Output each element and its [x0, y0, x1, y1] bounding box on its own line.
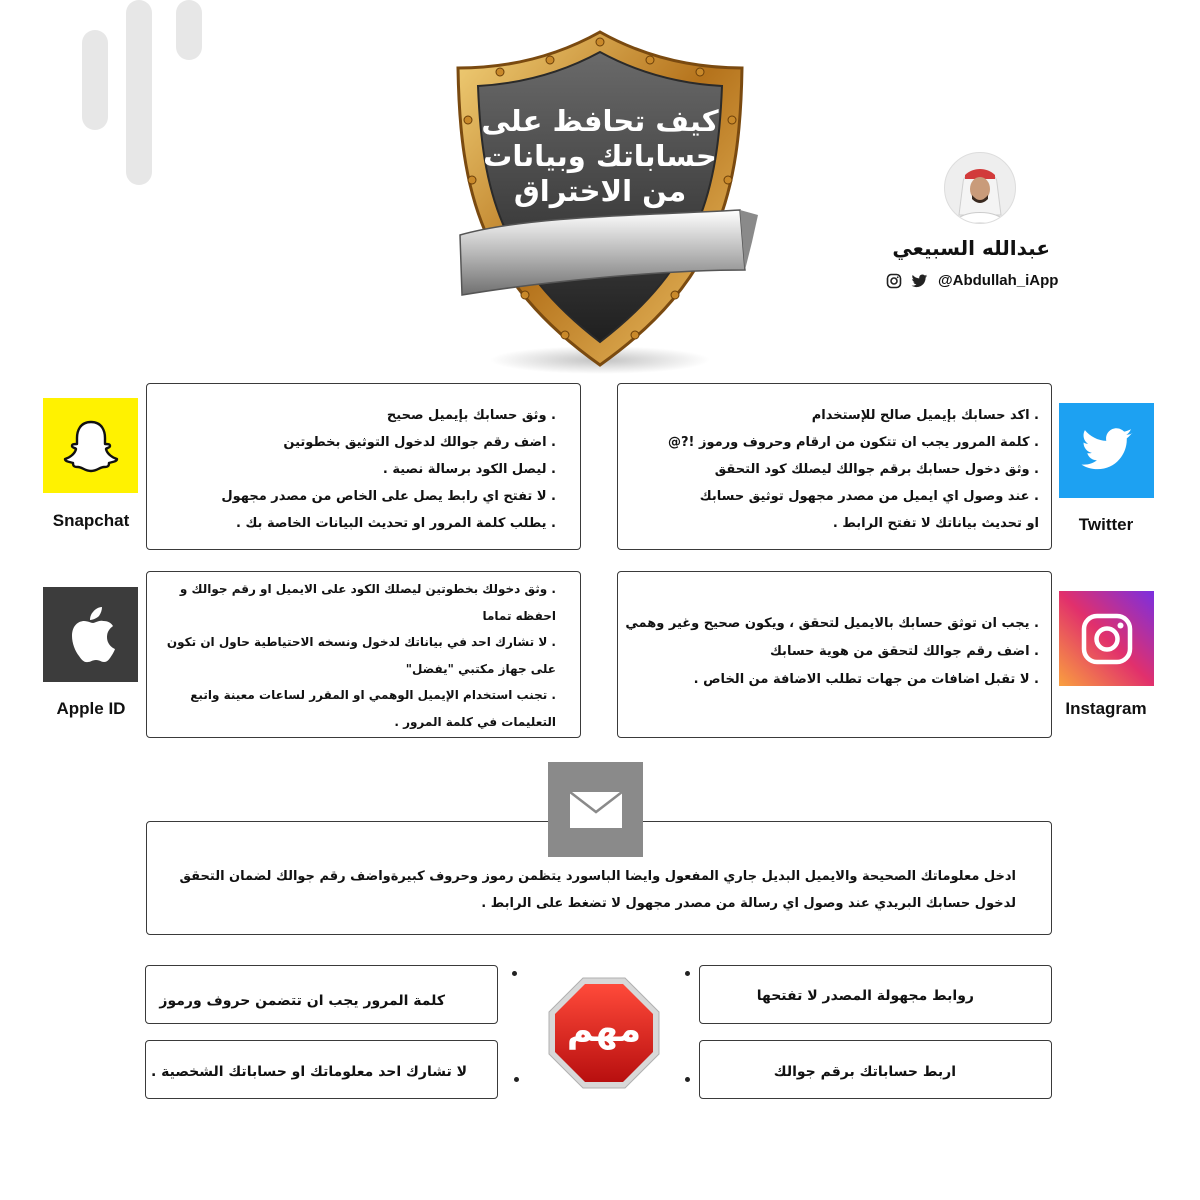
instagram-camera-icon [1079, 611, 1135, 667]
connector-dot [685, 971, 690, 976]
decor-bar-1 [82, 30, 108, 130]
important-tip: اربط حساباتك برقم جوالك [773, 1064, 956, 1080]
list-item: احفظه تماما [482, 608, 556, 623]
list-item: . وثق دخولك بخطوتين ليصلك الكود على الايميل او رقم جوالك و [179, 582, 556, 596]
twitter-tips-box [617, 383, 1052, 550]
apple-tile[interactable] [43, 587, 138, 682]
twitter-bird-icon [1079, 428, 1135, 474]
shield-title-line: حساباتك وبيانات [483, 139, 717, 173]
snapchat-tips-box [146, 383, 581, 550]
instagram-label: Instagram [1065, 699, 1147, 718]
instagram-tile[interactable] [1059, 591, 1154, 686]
shield-title-line: كيف تحافظ على [481, 104, 719, 138]
author-name: عبدالله السبيعي [892, 236, 1050, 260]
snapchat-label: Snapchat [52, 511, 130, 530]
apple-tips-box [146, 571, 581, 738]
list-item: . ليصل الكود برسالة نصية . [382, 462, 556, 477]
author-handle[interactable]: @Abdullah_iApp [938, 272, 1059, 289]
important-tip: كلمة المرور يجب ان تتضمن حروف ورموز [159, 993, 445, 1009]
important-tip: لا تشارك احد معلوماتك او حساباتك الشخصية . [150, 1064, 467, 1080]
important-tip: روابط مجهولة المصدر لا تفتحها [756, 988, 974, 1004]
list-item: . اكد حسابك بإيميل صالح للإستخدام [811, 408, 1039, 423]
twitter-icon[interactable] [911, 274, 928, 289]
email-tile[interactable] [548, 762, 643, 857]
avatar [944, 152, 1016, 224]
snapchat-ghost-icon [61, 416, 121, 476]
list-item: . لا تقبل اضافات من جهات تطلب الاضافة من الخاص . [693, 672, 1039, 687]
decor-bar-3 [176, 0, 202, 60]
important-badge-label: مهم [566, 1009, 642, 1050]
list-item: او تحديث بياناتك لا تفتح الرابط . [832, 516, 1039, 531]
snapchat-tips-list [221, 402, 556, 537]
list-item: . وثق حسابك بإيميل صحيح [386, 408, 556, 423]
list-item: . اضف رقم جوالك لتحقق من هوية حسابك [769, 644, 1039, 659]
instagram-tips-list [625, 610, 1039, 694]
shield-title-line: من الاختراق [513, 174, 687, 208]
list-item: . يطلب كلمة المرور او تحديث البيانات الخاصة بك . [235, 516, 556, 531]
twitter-tile[interactable] [1059, 403, 1154, 498]
list-item: لدخول حسابك البريدي عند وصول اي رسالة من مصدر مجهول لا تضغط على الرابط . [481, 896, 1016, 911]
list-item: . تجنب استخدام الإيميل الوهمي او المقرر لساعات معينة واتبع [190, 688, 556, 702]
connector-dot [512, 971, 517, 976]
list-item: ادخل معلوماتك الصحيحة والايميل البديل جاري المفعول وايضا الباسورد يتظمن رموز وحروف كبيرةواضف رقم جوالك لضمان التحقق [179, 869, 1016, 884]
list-item: . عند وصول اي ايميل من مصدر مجهول توثيق حسابك [699, 489, 1039, 504]
list-item: . اضف رقم جوالك لدخول التوثيق بخطوتين [283, 435, 556, 450]
apple-logo-icon [66, 606, 116, 664]
snapchat-tile[interactable] [43, 398, 138, 493]
instagram-icon[interactable] [886, 273, 902, 289]
list-item: . لا تشارك احد في بياناتك لدخول ونسخه الاحتياطية حاول ان تكون [166, 635, 556, 649]
list-item: . كلمة المرور يجب ان تتكون من ارقام وحروف ورموز !?@ [668, 435, 1039, 450]
twitter-label: Twitter [1078, 515, 1134, 534]
shield-title [470, 104, 730, 209]
list-item: على جهاز مكتبي "يفضل" [405, 661, 556, 676]
apple-label: Apple ID [56, 699, 126, 718]
list-item: . يجب ان توثق حسابك بالايميل لتحقق ، ويكون صحيح وغير وهمي [625, 616, 1039, 631]
list-item: التعليمات في كلمة المرور . [394, 714, 556, 729]
connector-dot [514, 1077, 519, 1082]
list-item: . لا تفتح اي رابط يصل على الخاص من مصدر مجهول [221, 489, 556, 504]
decor-bar-2 [126, 0, 152, 185]
list-item: . وثق دخول حسابك برقم جوالك ليصلك كود التحقق [714, 462, 1039, 477]
apple-tips-list [167, 576, 556, 735]
mail-envelope-icon [568, 790, 624, 830]
connector-dot [685, 1077, 690, 1082]
instagram-tips-box [617, 571, 1052, 738]
email-tips-list [179, 863, 1016, 917]
twitter-tips-list [668, 402, 1039, 537]
